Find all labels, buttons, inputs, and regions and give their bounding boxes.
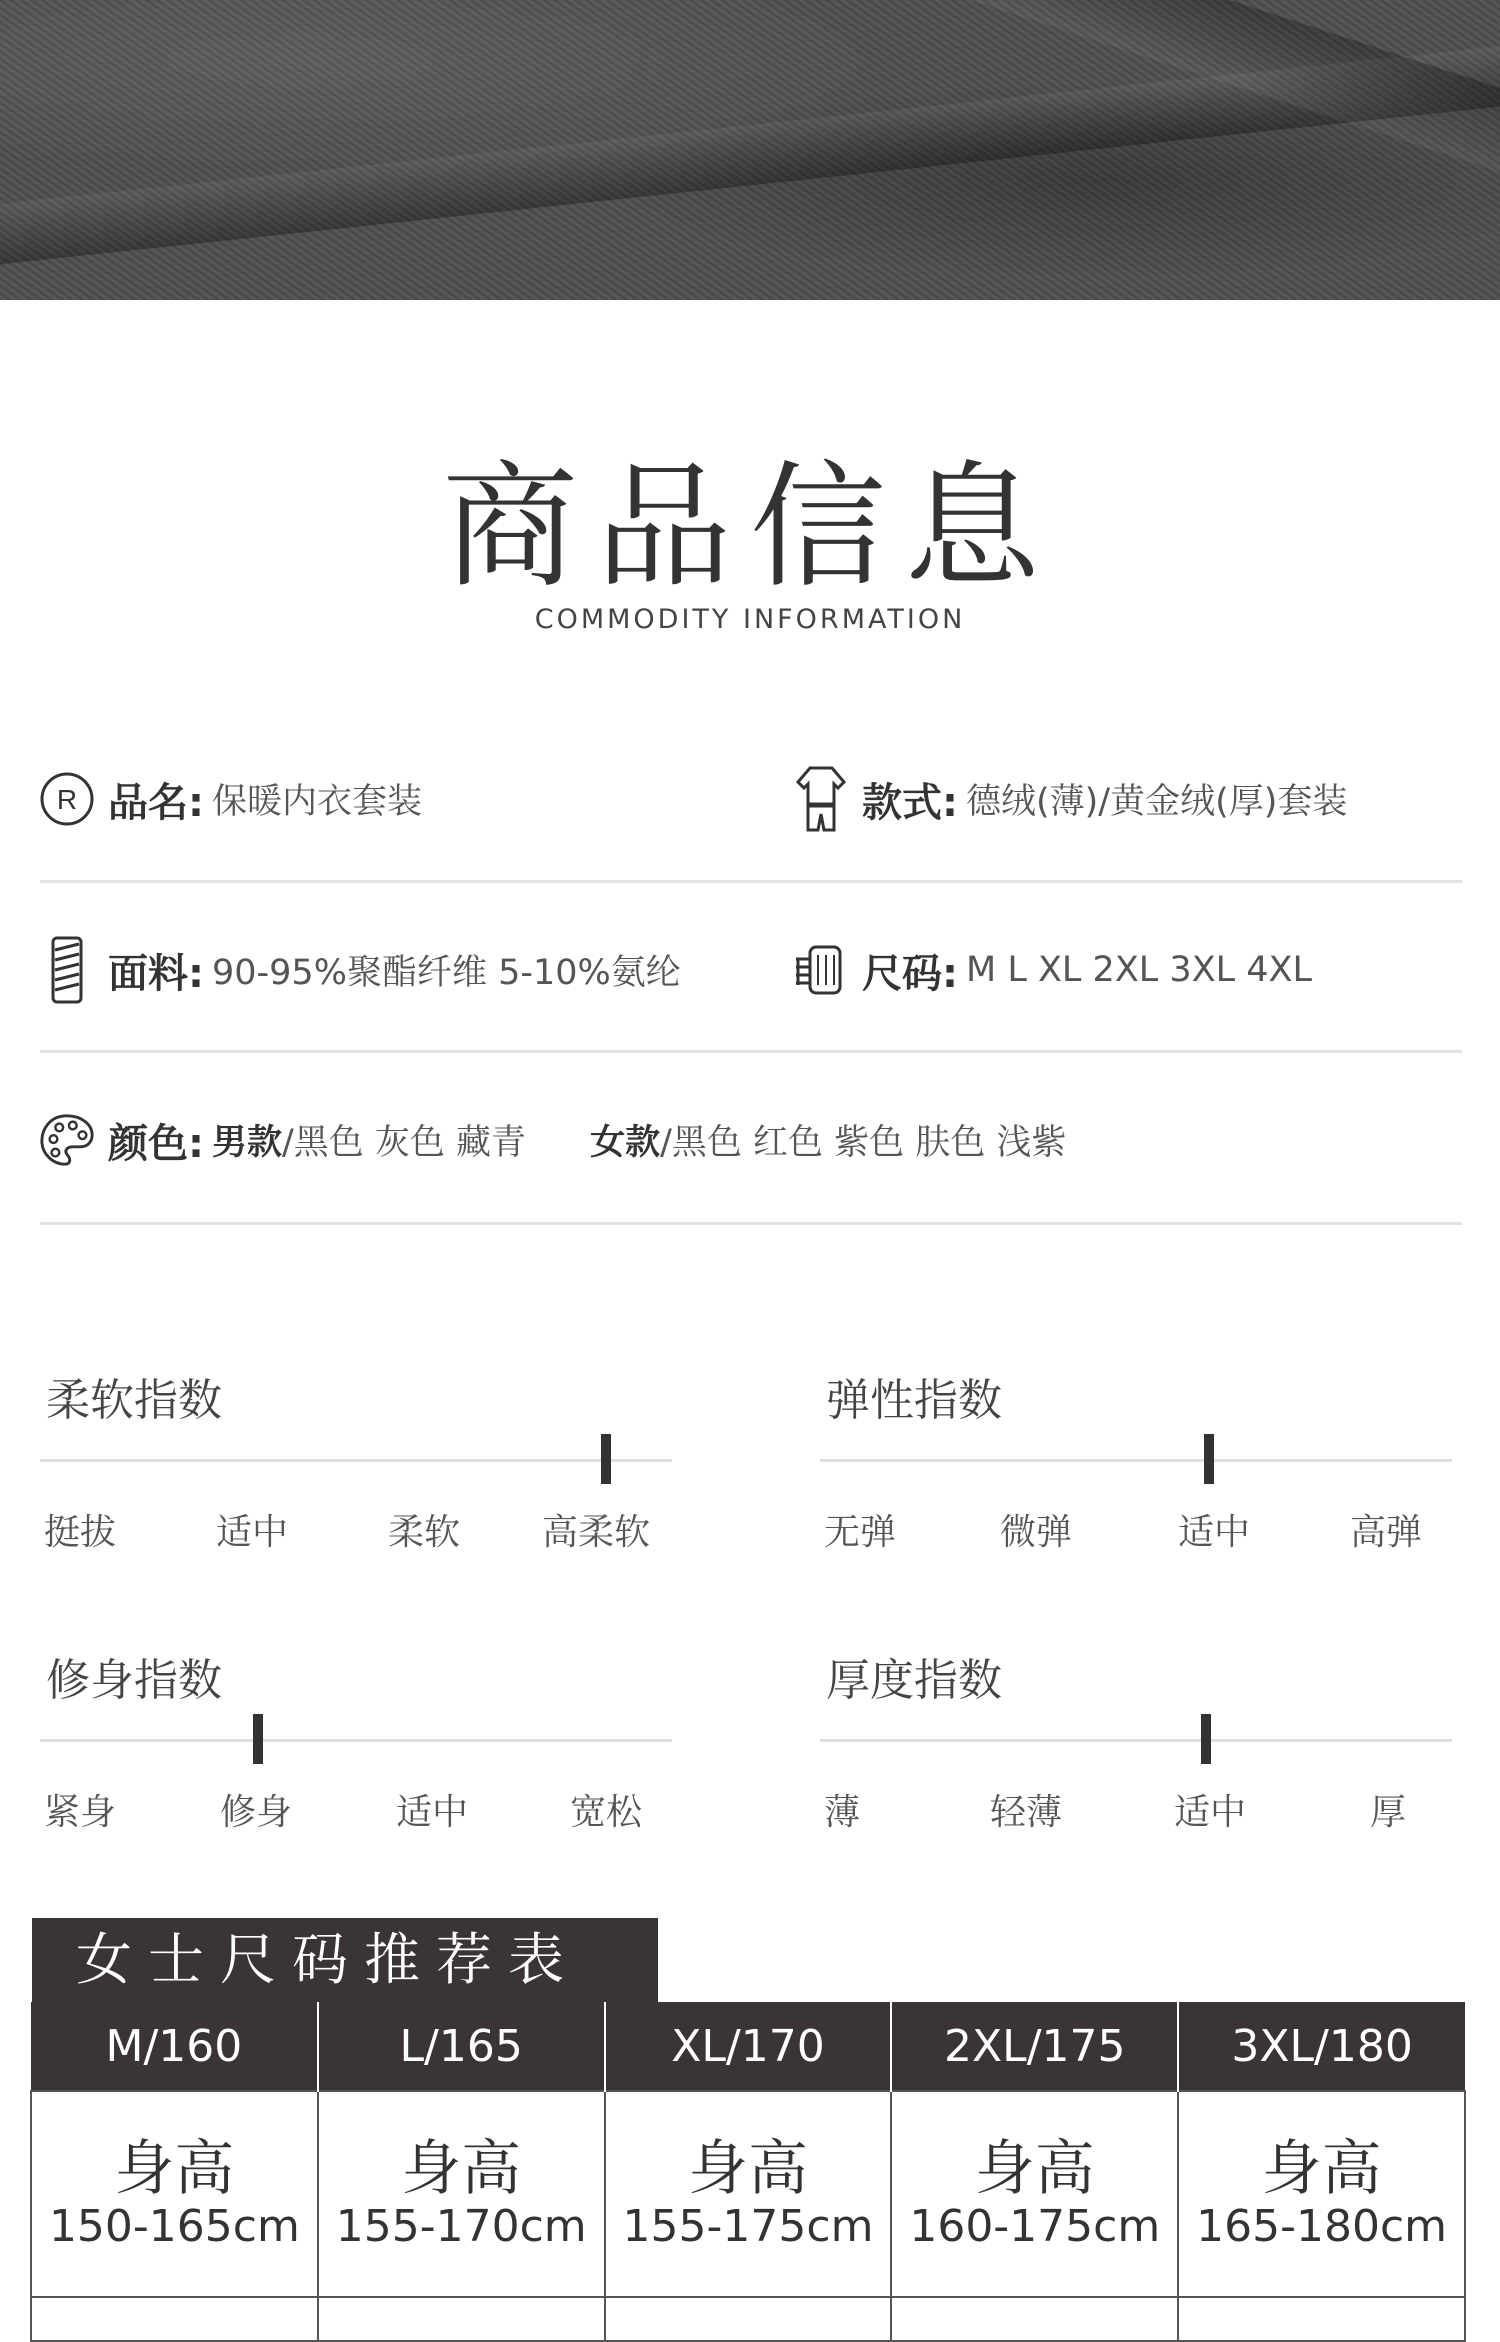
index-label: 厚 [1369,1792,1407,1833]
index-label: 紧身 [43,1792,117,1833]
men-tag: 男款 [212,1123,283,1163]
page-title: 商品信息 [442,449,1058,607]
info-row-1 [38,754,1458,844]
height-label: 身高 [401,2134,522,2204]
size-column-header: 2XL/175 [891,2002,1178,2091]
garment-icon [792,769,850,829]
divider [40,1222,1462,1225]
size-column-header: M/160 [31,2002,318,2091]
index-track [820,1459,1452,1462]
men-color-list: /黑色 灰色 藏青 [282,1123,527,1163]
height-cell [891,2091,1178,2297]
women-color-list: /黑色 红色 紫色 肤色 浅紫 [660,1123,1067,1163]
index-marker [1201,1714,1211,1764]
page-subtitle: COMMODITY INFORMATION [534,604,966,635]
table-row [31,2091,1465,2297]
fabric-label: 面料: [108,950,204,997]
fit-index [40,1644,672,1844]
fabric-roll-icon [38,940,96,1000]
size-cell [792,925,1312,1015]
size-column-header: 3XL/180 [1178,2002,1465,2091]
index-title: 修身指数 [46,1655,222,1706]
height-label: 身高 [1261,2134,1382,2204]
size-table-title: 女士尺码推荐表 [32,1918,658,2004]
color-label: 颜色: [108,1120,204,1167]
elasticity-index [820,1364,1452,1564]
height-label: 身高 [687,2134,808,2204]
fabric-cell [38,925,681,1015]
height-cell [605,2091,892,2297]
index-label: 适中 [1173,1792,1247,1833]
index-track [820,1739,1452,1742]
index-label: 轻薄 [989,1792,1063,1833]
height-value: 155-175cm [622,2201,874,2252]
name-value: 保暖内衣套装 [212,782,423,822]
index-track [40,1459,672,1462]
index-label: 高柔软 [541,1512,651,1553]
index-label: 宽松 [569,1792,643,1833]
svg-text:R: R [56,784,78,815]
measuring-tape-icon [792,940,850,1000]
height-value: 165-180cm [1196,2201,1448,2252]
name-label: 品名: [108,779,204,826]
divider [40,1050,1462,1053]
index-label: 挺拔 [43,1512,117,1553]
style-cell [792,754,1347,844]
height-cell [318,2091,605,2297]
index-title: 柔软指数 [46,1375,222,1426]
height-value: 160-175cm [909,2201,1161,2252]
fabric-photo [0,0,1500,300]
index-track [40,1739,672,1742]
index-label: 高弹 [1349,1512,1423,1553]
index-label: 修身 [219,1792,293,1833]
index-label: 适中 [1177,1512,1251,1553]
height-cell [31,2091,318,2297]
index-label: 柔软 [387,1512,461,1553]
fabric-value: 90-95%聚酯纤维 5-10%氨纶 [212,953,681,993]
color-cell [38,1095,1066,1185]
palette-icon [38,1110,96,1170]
women-colors [590,1115,1066,1165]
index-marker [1204,1434,1214,1484]
index-title: 厚度指数 [826,1655,1002,1706]
height-label: 身高 [114,2134,235,2204]
index-label: 适中 [395,1792,469,1833]
size-table [30,2002,1466,2342]
size-label: 尺码: [862,950,958,997]
height-value: 155-170cm [335,2201,587,2252]
size-column-header: L/165 [318,2002,605,2091]
height-label: 身高 [974,2134,1095,2204]
index-label: 薄 [823,1792,861,1833]
divider [40,880,1462,883]
info-row-2 [38,925,1458,1015]
index-label: 适中 [215,1512,289,1553]
size-value: M L XL 2XL 3XL 4XL [966,950,1313,990]
registered-icon [38,769,96,829]
index-label: 微弹 [999,1512,1073,1553]
table-row [31,2297,1465,2341]
index-marker [253,1714,263,1764]
size-column-header: XL/170 [605,2002,892,2091]
size-header-row [31,2002,1465,2091]
info-row-3 [38,1095,1458,1185]
women-tag: 女款 [590,1123,661,1163]
style-label: 款式: [862,779,958,826]
thickness-index [820,1644,1452,1844]
softness-index [40,1364,672,1564]
height-value: 150-165cm [48,2201,300,2252]
name-cell [38,754,422,844]
index-label: 无弹 [823,1512,897,1553]
height-cell [1178,2091,1465,2297]
index-marker [601,1434,611,1484]
men-colors [212,1115,526,1165]
index-title: 弹性指数 [826,1375,1002,1426]
style-value: 德绒(薄)/黄金绒(厚)套装 [966,782,1348,822]
